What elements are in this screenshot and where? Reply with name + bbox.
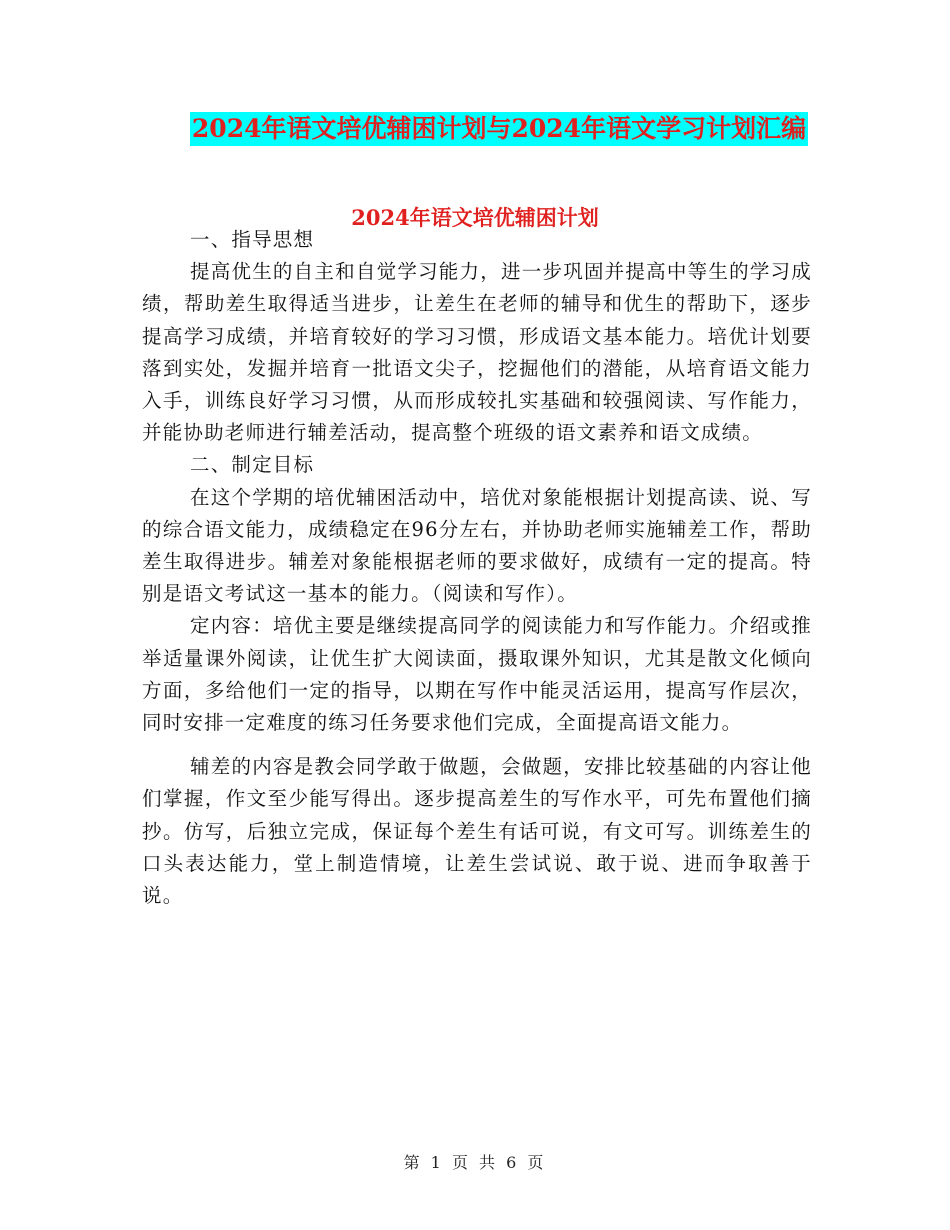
paragraph-content: 定内容：培优主要是继续提高同学的阅读能力和写作能力。介绍或推举适量课外阅读，让优生扩大阅读面，摄取课外知识，尤其是散文化倾向方面，多给他们一定的指导，以期在写作中能灵活运用，提高写作层次，同时安排一定难度的练习任务要求他们完成，全面提高语文能力。 <box>142 614 812 735</box>
main-title-wrapper <box>0 112 950 146</box>
heading-guiding-ideology: 一、指导思想 <box>190 228 315 251</box>
page-number-footer: 第 1 页 共 6 页 <box>403 1153 547 1172</box>
heading-set-goals: 二、制定目标 <box>190 453 315 477</box>
paragraph-set-goals: 在这个学期的培优辅困活动中，培优对象能根据计划提高读、说、写的综合语文能力，成绩稳定在96分左右，并协助老师实施辅差工作，帮助差生取得进步。辅差对象能根据老师的要求做好，成绩有一定的提高。特别是语文考试这一基本的能力。（阅读和写作）。 <box>142 485 812 606</box>
main-title: 2024年语文培优辅困计划与2024年语文学习计划汇编 <box>190 112 808 146</box>
document-body <box>142 222 812 912</box>
paragraph-guiding-ideology: 提高优生的自主和自觉学习能力，进一步巩固并提高中等生的学习成绩，帮助差生取得适当进步，让差生在老师的辅导和优生的帮助下，逐步提高学习成绩，并培育较好的学习习惯，形成语文基本能力。培优计划要落到实处，发掘并培育一批语文尖子，挖掘他们的潜能，从培育语文能力入手，训练良好学习习惯，从而形成较扎实基础和较强阅读、写作能力，并能协助老师进行辅差活动，提高整个班级的语文素养和语文成绩。 <box>142 260 812 445</box>
paragraph-remedial-content: 辅差的内容是教会同学敢于做题，会做题，安排比较基础的内容让他们掌握，作文至少能写得出。逐步提高差生的写作水平，可先布置他们摘抄。仿写，后独立完成，保证每个差生有话可说，有文可写。训练差生的口头表达能力，堂上制造情境，让差生尝试说、敢于说、进而争取善于说。 <box>142 755 812 908</box>
section-title: 2024年语文培优辅困计划 <box>351 205 599 230</box>
